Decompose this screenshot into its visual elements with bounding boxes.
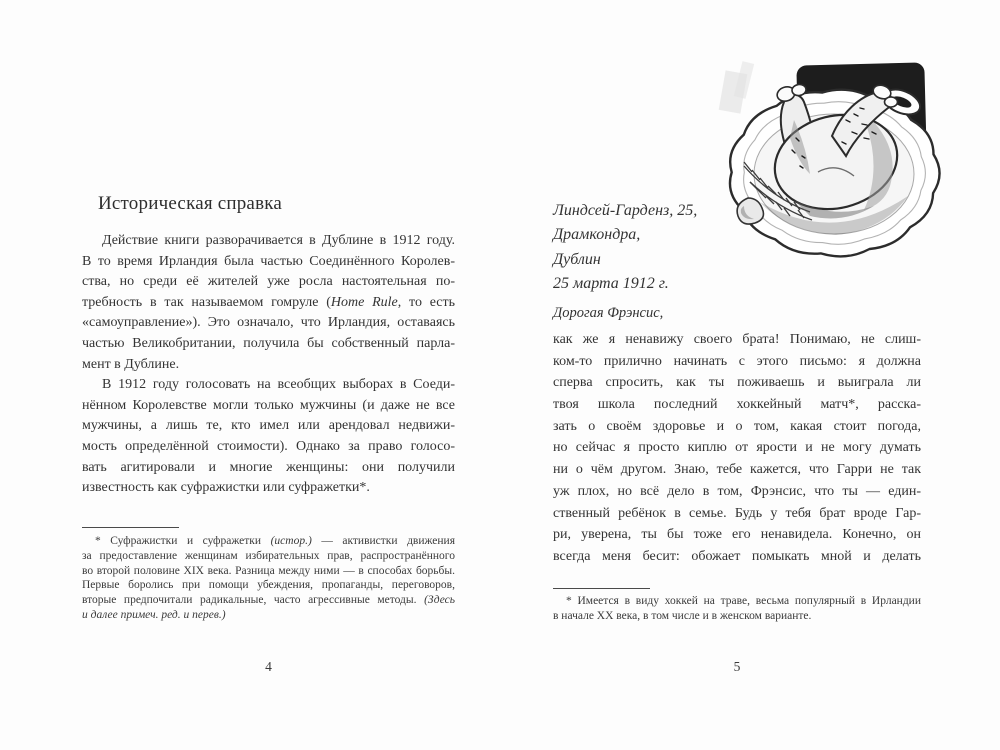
text-line: твоя школа последний хоккейный матч*, расска- xyxy=(553,397,921,413)
text-line: * Имеется в виду хоккей на траве, весьма популярный в Ирландии xyxy=(566,595,921,607)
text-line: в начале XX века, в том числе и в женском варианте. xyxy=(553,610,812,623)
text-line: вать агитировали и многие женщины: они получили xyxy=(82,459,455,475)
page-number-right: 5 xyxy=(733,659,741,674)
text-line: Первые боролись при помощи убеждения, пропаганды, переговоров, xyxy=(82,579,455,592)
letter-address-line: 25 марта 1912 г. xyxy=(553,274,669,292)
text-line: В то время Ирландия была частью Соединённого Королев- xyxy=(82,253,455,269)
letter-address-line: Дублин xyxy=(553,250,601,268)
text-line: известность как суфражистки или суфражетки*. xyxy=(82,480,370,496)
letter-address-line: Драмкондра, xyxy=(553,226,641,244)
page-number-left: 4 xyxy=(265,659,272,674)
section-heading: Историческая справка xyxy=(98,193,283,214)
text-line: частью Великобритании, получила бы собственный парла- xyxy=(82,335,455,351)
text-line: «самоуправление»). Это означало, что Ирландия, оставаясь xyxy=(82,315,455,331)
text-line: ства, но среди её жителей уже росла настоятельная по- xyxy=(82,274,455,290)
text-line: мужчины, а лишь те, кто имел или арендовал недвижи- xyxy=(82,418,455,434)
text-line: зать о своём здоровье и о том, какая стоит погода, xyxy=(553,418,921,434)
text-line: сперва спросить, как ты поживаешь и выиграла ли xyxy=(553,375,921,391)
text-line: нённом Королевстве могли только мужчины (и даже не все xyxy=(82,397,455,413)
footnote-left xyxy=(82,534,455,623)
pencil-smudge xyxy=(719,61,754,114)
text-line: ри, уверена, ты бы тоже его ненавидела. Конечно, он xyxy=(553,527,921,543)
text-line: но сейчас я просто киплю от ярости и не могу думать xyxy=(553,440,921,456)
letter-text xyxy=(553,329,921,568)
text-line: ственный ребёнок в семье. Будь у тебя брат вроде Гар- xyxy=(553,505,921,521)
text-line: уж плох, но всё дело в том, Фрэнсис, что ты — един- xyxy=(553,483,921,499)
text-line: ни о чём другом. Знаю, тебе кажется, что Гарри не так xyxy=(553,462,921,478)
text-line: мость определённой стоимости). Однако за право голосо- xyxy=(82,438,455,454)
bone-knob xyxy=(885,97,898,107)
text-line: * Суфражистки и суфражетки (истор.) — активистки движения xyxy=(95,535,455,547)
footnote-right xyxy=(553,594,921,624)
footnote-divider-right xyxy=(553,588,650,589)
letter-salutation: Дорогая Фрэнсис, xyxy=(553,305,664,321)
text-line: мент в Дублине. xyxy=(82,356,180,372)
text-line: ком-то прилично начинать с этого письмо: я должна xyxy=(553,353,921,369)
text-line: требность в так называемом гомруле (Home Rule, то есть xyxy=(82,294,455,310)
text-line: всегда меня бесит: обожает помыкать мной и делать xyxy=(553,548,921,564)
text-line: как же я ненавижу своего брата! Понимаю, не слиш- xyxy=(553,332,921,347)
letter-address xyxy=(553,199,921,296)
text-line: за предоставление женщинам избирательных прав, распространённого xyxy=(82,549,455,562)
footnote-divider-left xyxy=(82,527,179,528)
text-line: В 1912 году голосовать на всеобщих выборах в Соеди- xyxy=(102,377,455,393)
letter-address-line: Линдсей-Гарденз, 25, xyxy=(553,202,698,219)
text-line: во второй половине XIX века. Разница между ними — в способах борьбы. xyxy=(82,564,455,577)
text-line: Действие книги разворачивается в Дублине в 1912 году. xyxy=(102,233,455,248)
historical-note-text xyxy=(82,231,455,499)
text-line: вторые предпочитали радикальные, часто агрессивные методы. (Здесь xyxy=(82,594,455,607)
text-line: и далее примеч. ред. и перев.) xyxy=(82,608,226,621)
